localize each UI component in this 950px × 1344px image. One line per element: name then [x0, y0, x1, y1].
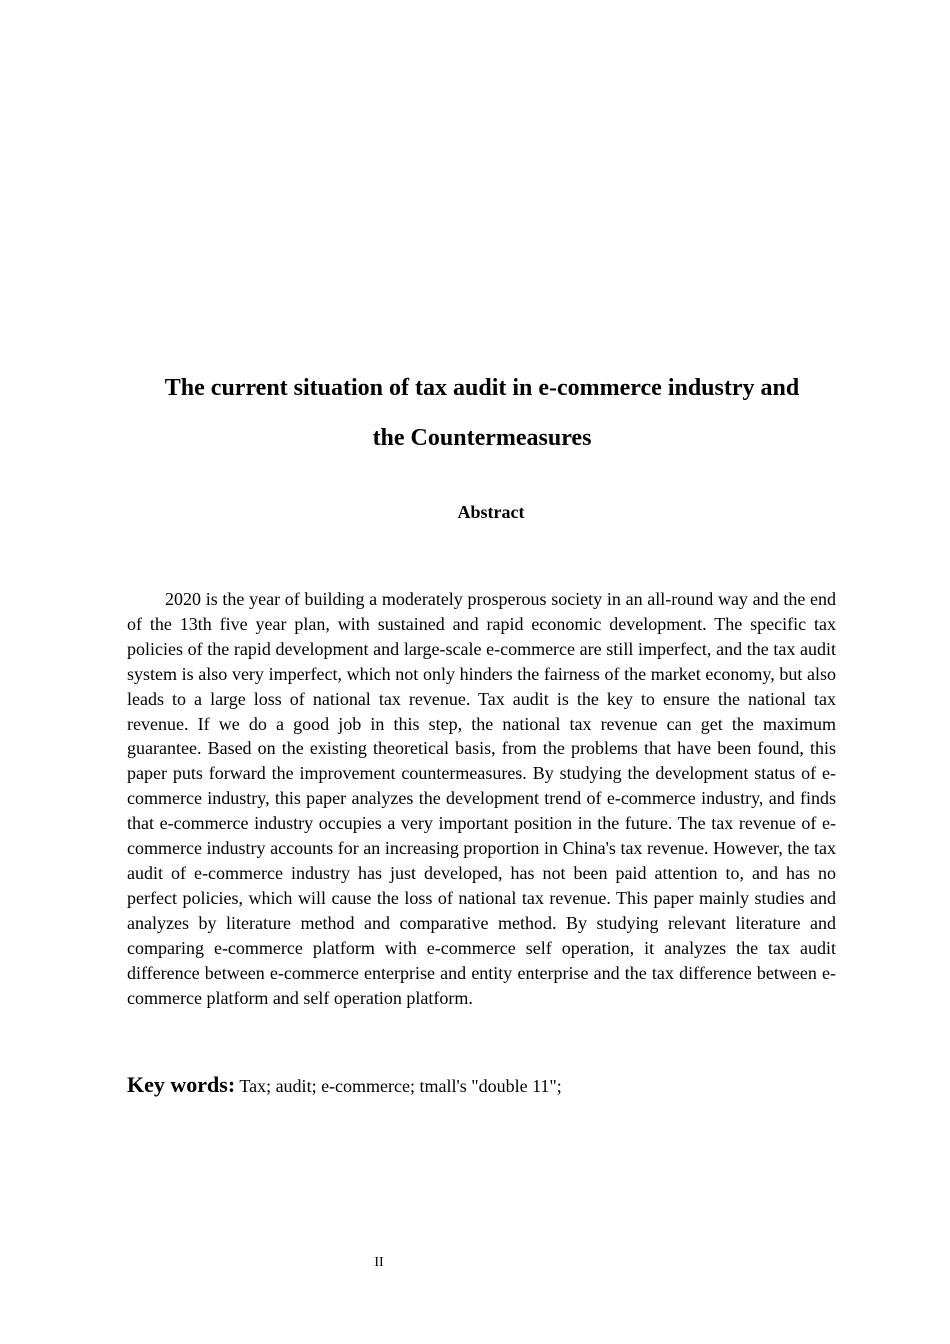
keywords-label: Key words: [127, 1072, 236, 1097]
keywords-line [127, 1071, 836, 1100]
document-title-line-1: The current situation of tax audit in e-commerce industry and [164, 375, 800, 401]
page-number: II [374, 1255, 384, 1270]
document-title-line-2: the Countermeasures [372, 425, 592, 451]
keywords-values: Tax; audit; e-commerce; tmall's "double 11"; [239, 1076, 562, 1096]
abstract-body: 2020 is the year of building a moderately prosperous society in an all-round way and the end of the 13th five year plan, with sustained and rapid economic development. The specific tax policies of the rapid development and large-scale e-commerce are still imperfect, and the tax audit system is also very imperfect, which not only hinders the fairness of the market economy, but also leads to a large loss of national tax revenue. Tax audit is the key to ensure the national tax revenue. If we do a good job in this step, the national tax revenue can get the maximum guarantee. Based on the existing theoretical basis, from the problems that have been found, this paper puts forward the improvement countermeasures. By studying the development status of e-commerce industry, this paper analyzes the development trend of e-commerce industry, and finds that e-commerce industry occupies a very important position in the future. The tax revenue of e-commerce industry accounts for an increasing proportion in China's tax revenue. However, the tax audit of e-commerce industry has just developed, has not been paid attention to, and has no perfect policies, which will cause the loss of national tax revenue. This paper mainly studies and analyzes by literature method and comparative method. By studying relevant literature and comparing e-commerce platform with e-commerce self operation, it analyzes the tax audit difference between e-commerce enterprise and entity enterprise and the tax difference between e-commerce platform and self operation platform. [127, 589, 836, 1008]
abstract-heading: Abstract [457, 502, 525, 522]
